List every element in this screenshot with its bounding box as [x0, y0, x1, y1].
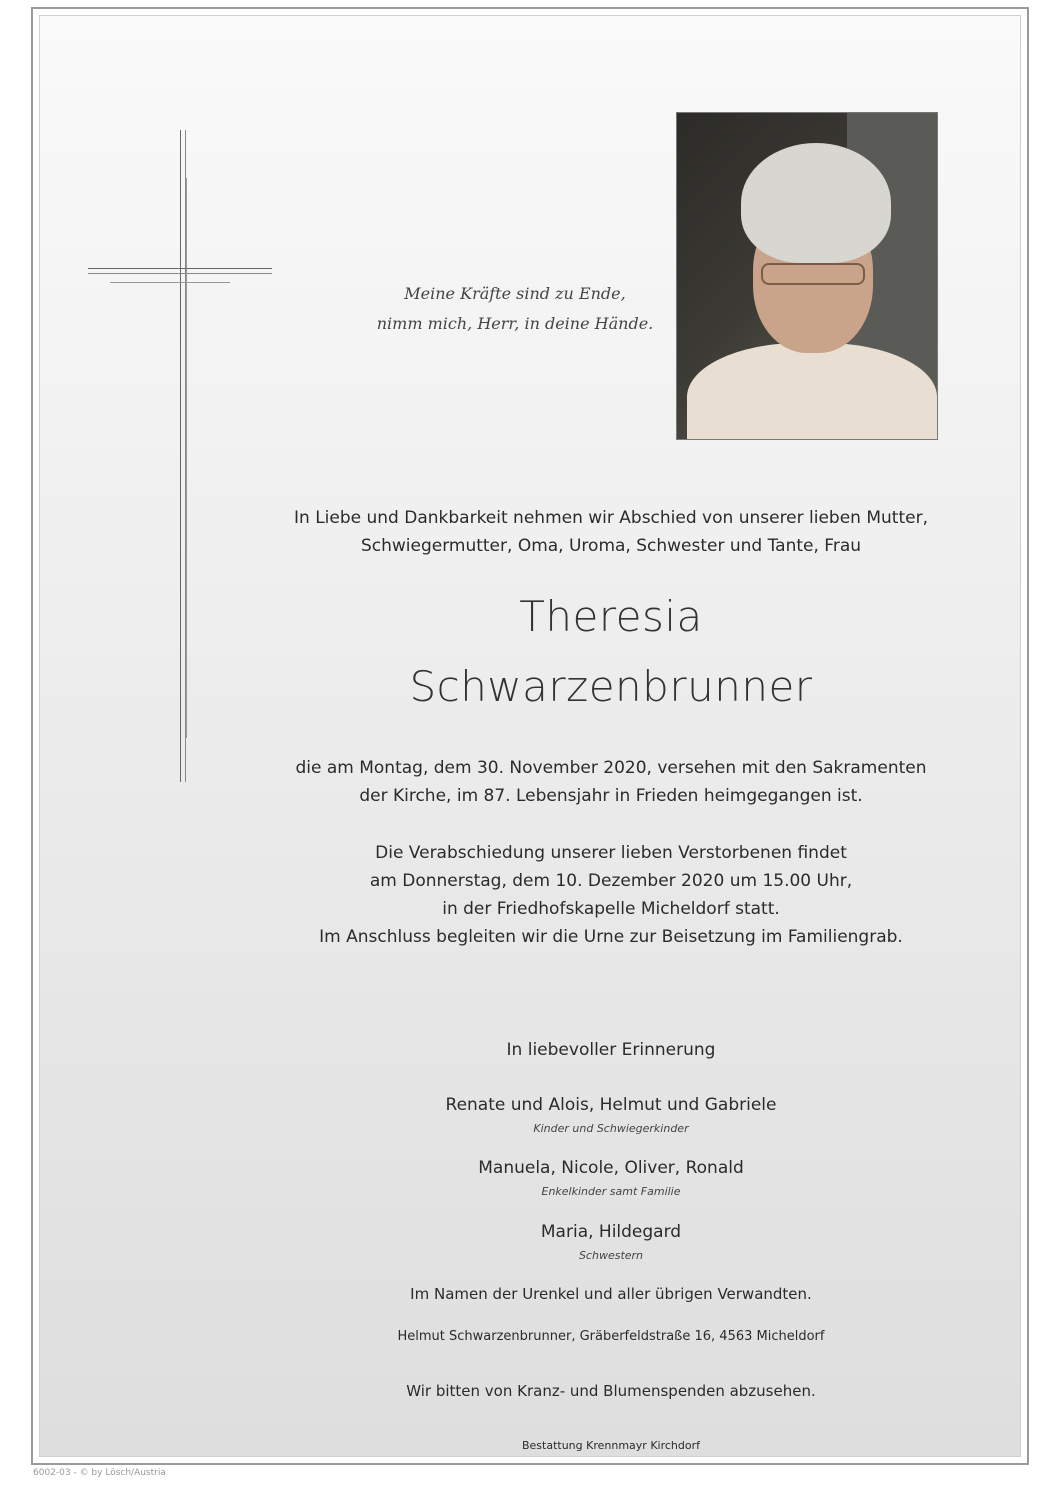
- print-footer: 6002-03 - © by Lösch/Austria: [33, 1468, 166, 1478]
- memory-heading: In liebevoller Erinnerung: [506, 1040, 716, 1060]
- mourner-names: Renate und Alois, Helmut und Gabriele: [445, 1095, 777, 1115]
- ceremony-line: in der Friedhofskapelle Micheldorf statt.: [442, 899, 780, 919]
- cross-icon-inner-line: [186, 178, 187, 738]
- deceased-last-name: Schwarzenbrunner: [409, 662, 813, 711]
- mourner-names: Manuela, Nicole, Oliver, Ronald: [478, 1158, 744, 1178]
- death-line: der Kirche, im 87. Lebensjahr in Frieden heimgegangen ist.: [359, 786, 863, 806]
- flower-request: Wir bitten von Kranz- und Blumenspenden abzusehen.: [406, 1382, 816, 1400]
- deceased-first-name: Theresia: [519, 592, 703, 641]
- ceremony-line: am Donnerstag, dem 10. Dezember 2020 um 15.00 Uhr,: [369, 871, 853, 891]
- quote-line: nimm mich, Herr, in deine Hände.: [376, 314, 654, 333]
- portrait-photo: [676, 112, 938, 440]
- quote-line: Meine Kräfte sind zu Ende,: [404, 284, 626, 303]
- intro-line: In Liebe und Dankbarkeit nehmen wir Abschied von unserer lieben Mutter,: [294, 508, 928, 528]
- other-relatives: Im Namen der Urenkel und aller übrigen Verwandten.: [410, 1285, 812, 1303]
- mourner-relation: Schwestern: [578, 1249, 644, 1262]
- mourner-relation: Enkelkinder samt Familie: [541, 1185, 681, 1198]
- mourner-relation: Kinder und Schwiegerkinder: [533, 1122, 689, 1135]
- mourner-names: Maria, Hildegard: [540, 1222, 682, 1242]
- death-line: die am Montag, dem 30. November 2020, versehen mit den Sakramenten: [295, 758, 927, 778]
- cross-icon-bar-inner: [110, 282, 230, 283]
- undertaker: Bestattung Krennmayr Kirchdorf: [521, 1439, 700, 1452]
- cross-icon-bar: [88, 268, 272, 274]
- intro-line: Schwiegermutter, Oma, Uroma, Schwester und Tante, Frau: [360, 536, 862, 556]
- family-address: Helmut Schwarzenbrunner, Gräberfeldstraße 16, 4563 Micheldorf: [397, 1329, 825, 1344]
- ceremony-line: Im Anschluss begleiten wir die Urne zur Beisetzung im Familiengrab.: [319, 927, 903, 947]
- ceremony-line: Die Verabschiedung unserer lieben Verstorbenen findet: [375, 843, 847, 863]
